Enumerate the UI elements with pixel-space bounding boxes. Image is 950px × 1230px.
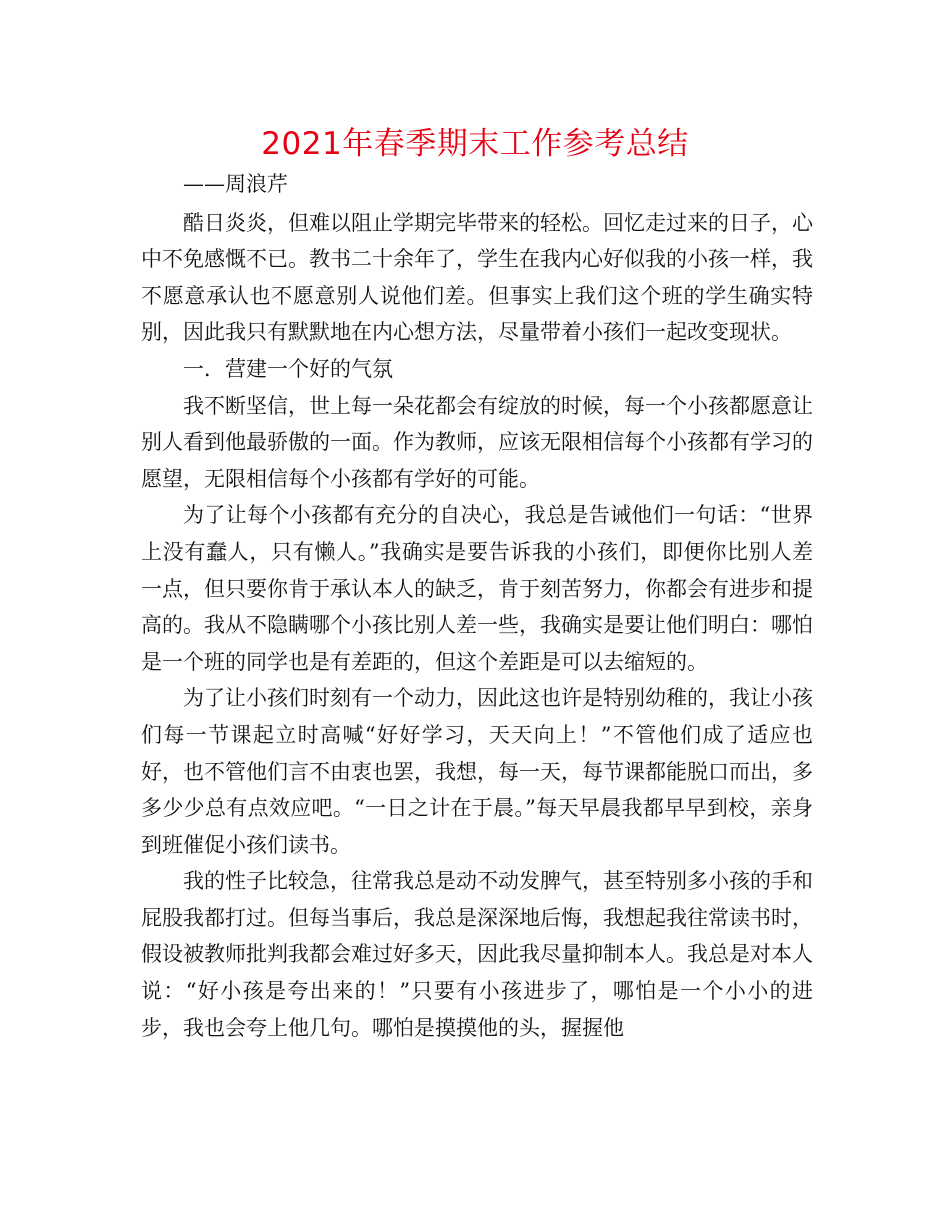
paragraph-motivation: 为了让小孩们时刻有一个动力，因此这也许是特别幼稚的，我让小孩们每一节课起立时高喊“好好学习，天天向上！”不管他们成了适应也好，也不管他们言不由衷也罢，我想，每一天，每节课都能脱口而出，多多少少总有点效应吧。“一日之计在于晨。”每天早晨我都早早到校，亲身到班催促小孩们读书。	[141, 686, 813, 857]
document-title: 2021年春季期末工作参考总结	[261, 126, 689, 162]
paragraph-confidence: 为了让每个小孩都有充分的自决心，我总是告诫他们一句话：“世界上没有蠢人，只有懒人。”我确实是要告诉我的小孩们，即便你比别人差一点，但只要你肯于承认本人的缺乏，肯于刻苦努力，你都会有进步和提高的。我从不隐瞒哪个小孩比别人差一些，我确实是要让他们明白：哪怕是一个班的同学也是有差距的，但这个差距是可以去缩短的。	[141, 503, 813, 674]
paragraph-intro: 酷日炎炎，但难以阻止学期完毕带来的轻松。回忆走过来的日子，心中不免感慨不已。教书二十余年了，学生在我内心好似我的小孩一样，我不愿意承认也不愿意别人说他们差。但事实上我们这个班的学生确实特别，因此我只有默默地在内心想方法，尽量带着小孩们一起改变现状。	[141, 210, 813, 345]
author-byline: ——周浪芹	[183, 172, 288, 196]
document-body	[141, 166, 813, 1046]
paragraph-temper: 我的性子比较急，往常我总是动不动发脾气，甚至特别多小孩的手和屁股我都打过。但每当事后，我总是深深地后悔，我想起我往常读书时，假设被教师批判我都会难过好多天，因此我尽量抑制本人。我总是对本人说：“好小孩是夸出来的！”只要有小孩进步了，哪怕是一个小小的进步，我也会夸上他几句。哪怕是摸摸他的头，握握他	[141, 869, 813, 1040]
paragraph-belief: 我不断坚信，世上每一朵花都会有绽放的时候，每一个小孩都愿意让别人看到他最骄傲的一面。作为教师，应该无限相信每个小孩都有学习的愿望，无限相信每个小孩都有学好的可能。	[141, 393, 813, 491]
section-heading-1: 一．营建一个好的气氛	[183, 356, 393, 381]
